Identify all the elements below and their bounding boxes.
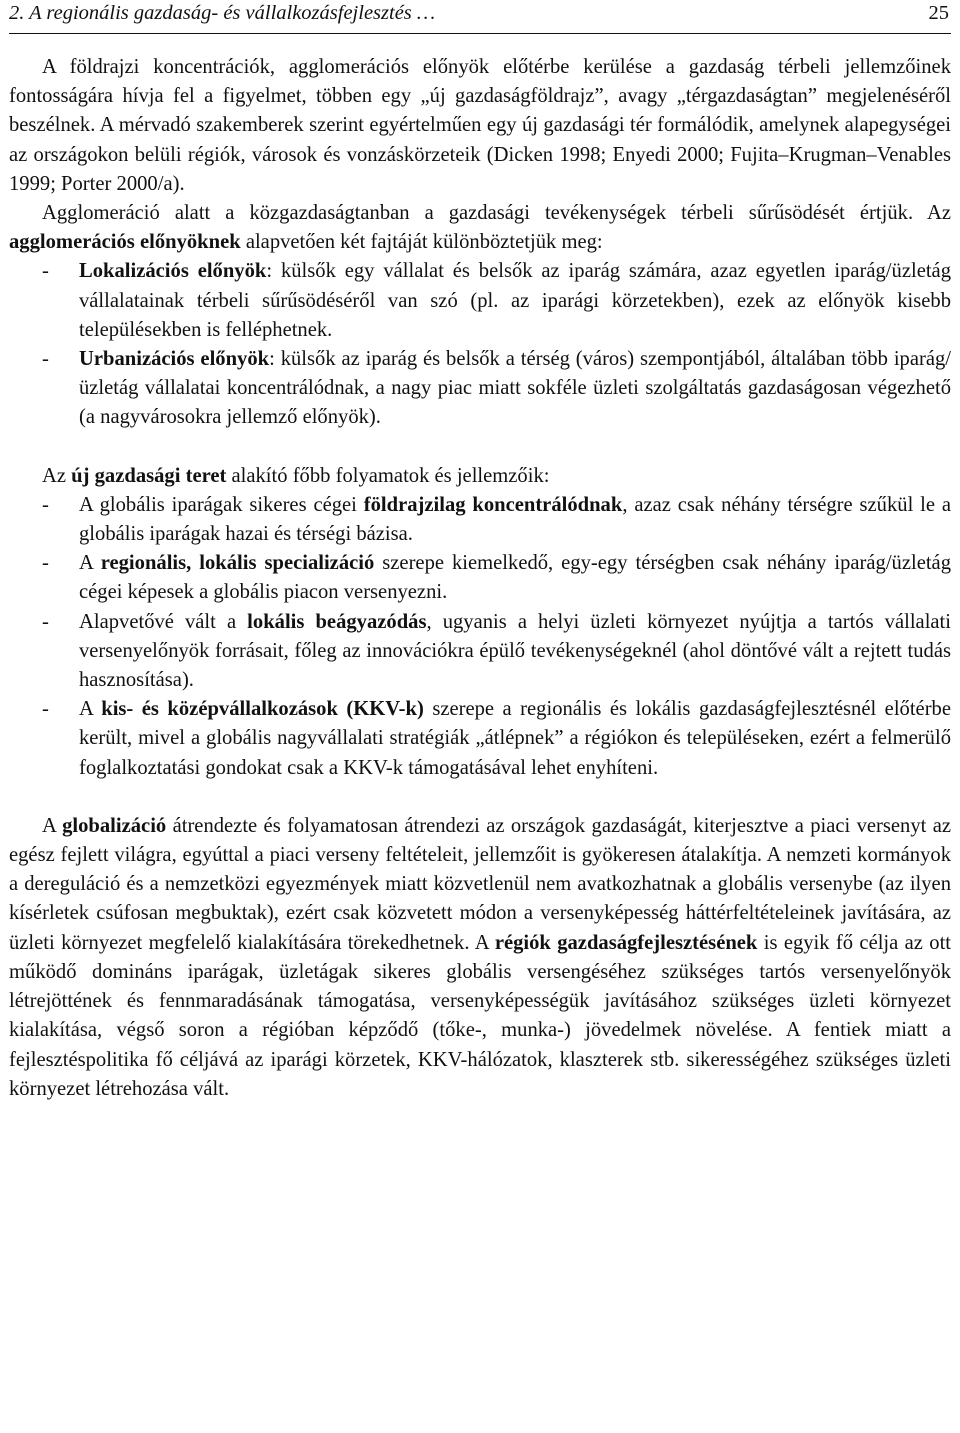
paragraph-agglomeration [9,199,951,257]
paragraph-text: átrendezte és folyamatosan átrendezi az országok gazdaságát, kiterjesztve a piaci versenyt az egész fejlett világra, egyúttal a piaci verseny feltételeit, jellemzőit is gyökeresen átalakítja. A nemzeti kormányok a dereguláció és a nemzetközi egyezmények miatt közvetlenül nem avatkozhatnak a globális versenybe (az ilyen kísérletek csúfosan megbuktak), ezért csak közvetett módon a versenyképesség háttérfeltételeinek javítására, az üzleti környezet megfelelő kialakítására törekedhetnek. A [9,814,951,954]
list-item-text: , ugyanis a helyi üzleti környezet nyújtja a tartós vállalati versenyelőnyök forrásait, főleg az innovációkra épülő tevékenységeknél (ahol döntővé vált a rejtett tudás hasznosítása). [79,610,952,692]
dash-bullet: - [42,552,49,575]
emphasis: új gazdasági teret [71,464,227,487]
paragraph-text: alapvetően két fajtáját különböztetjük meg: [240,231,603,254]
paragraph-text: A földrajzi koncentrációk, agglomerációs előnyök előtérbe kerülése a gazdaság térbeli jellemzőinek fontosságára hívja fel a figyelmet, többen egy „új gazdaságföldrajz”, avagy „térgazdaságtan” megjelenéséről beszélnek. A mérvadó szakemberek szerint egyértelműen egy új gazdasági tér formálódik, amelynek alapegységei az országokon belüli régiók, városok és vonzáskörzeteik (Dicken 1998; Enyedi 2000; Fujita–Krugman–Venables 1999; Porter 2000/a). [9,56,951,195]
paragraph-spacer [9,433,951,462]
emphasis: régiók gazdaságfejlesztésének [494,931,758,954]
paragraph-text: Az [42,464,72,487]
emphasis: globalizáció [62,814,167,837]
list-item-text: A globális iparágak sikeres cégei [79,493,364,516]
page-number: 25 [928,2,949,24]
list-item [9,257,951,345]
list-item-text: A [79,698,102,721]
paragraph-text: is egyik fő célja az ott működő domináns iparágak, üzletágak sikeres globális versengéséhez szükséges tartós versenyelőnyök létrejöttének és fennmaradásának támogatása, versenyképességük javításához szükséges üzleti környezet kialakítása, végső soron a régióban képződő (tőke-, munka-) jövedelmek növelése. A fentiek miatt a fejlesztéspolitika fő céljává az iparági körzetek, KKV-hálózatok, klaszterek stb. sikerességéhez szükséges üzleti környezet létrehozása vált. [9,931,952,1100]
running-header [9,0,951,34]
list-item [9,345,951,433]
chapter-title: 2. A regionális gazdaság- és vállalkozásfejlesztés … [9,2,436,24]
dash-bullet: - [42,698,49,721]
body-text [9,53,951,1104]
list-item-term: lokális beágyazódás [247,610,427,633]
list-item-term: Lokalizációs előnyök [79,260,267,283]
paragraph-text: alakító főbb folyamatok és jellemzőik: [226,464,550,487]
list-item [9,491,951,549]
list-item-term: kis- és középvállalkozások (KKV-k) [101,698,424,721]
emphasis: agglomerációs előnyöknek [9,231,241,254]
dash-bullet: - [42,610,49,633]
processes-list [9,491,951,783]
paragraph-text: Agglomeráció alatt a közgazdaságtanban a gazdasági tevékenységek térbeli sűrűsödését értjük. Az [42,202,951,225]
list-item-text: , azaz csak néhány térségre szűkül le a globális iparágak hazai és térségi bázisa. [79,493,952,546]
list-item [9,608,951,696]
paragraph-text: A [42,814,63,837]
paragraph-new-economic-geography [9,53,951,199]
dash-bullet: - [42,348,49,371]
dash-bullet: - [42,493,49,516]
list-item [9,695,951,783]
agglomeration-advantages-list [9,257,951,432]
list-item-text: szerepe kiemelkedő, egy-egy térségben csak néhány iparág/üzletág cégei képesek a globális piacon versenyezni. [79,552,951,604]
paragraph-spacer [9,783,951,812]
list-item-term: regionális, lokális specializáció [100,552,375,575]
paragraph-new-economic-space [9,462,951,491]
paragraph-globalization [9,812,951,1104]
list-item-term: Urbanizációs előnyök [79,348,270,371]
list-item-text: : külsők az iparág és belsők a térség (város) szempontjából, általában több iparág/üzletág vállalatai koncentrálódnak, a nagy piac miatt sokféle üzleti szolgáltatás gazdaságosan végezhető (a nagyvárosokra jellemző előnyök). [79,348,951,429]
dash-bullet: - [42,260,49,283]
list-item-term: földrajzilag koncentrálódnak [363,493,623,516]
list-item-text: A [79,552,101,575]
list-item-text: Alapvetővé vált a [79,610,248,633]
list-item-text: : külsők egy vállalat és belsők az iparág számára, azaz egyetlen iparág/üzletág vállalatainak térbeli sűrűsödéséről van szó (pl. az iparági körzetekben), ezek az előnyök kisebb településekben is felléphetnek. [79,260,951,341]
list-item [9,549,951,607]
list-item-text: szerepe a regionális és lokális gazdaságfejlesztésnél előtérbe került, mivel a globális nagyvállalati stratégiák „átlépnek” a régiókon és településeken, ezért a felmerülő foglalkoztatási gondokat csak a KKV-k támogatásával lehet enyhíteni. [79,698,951,779]
